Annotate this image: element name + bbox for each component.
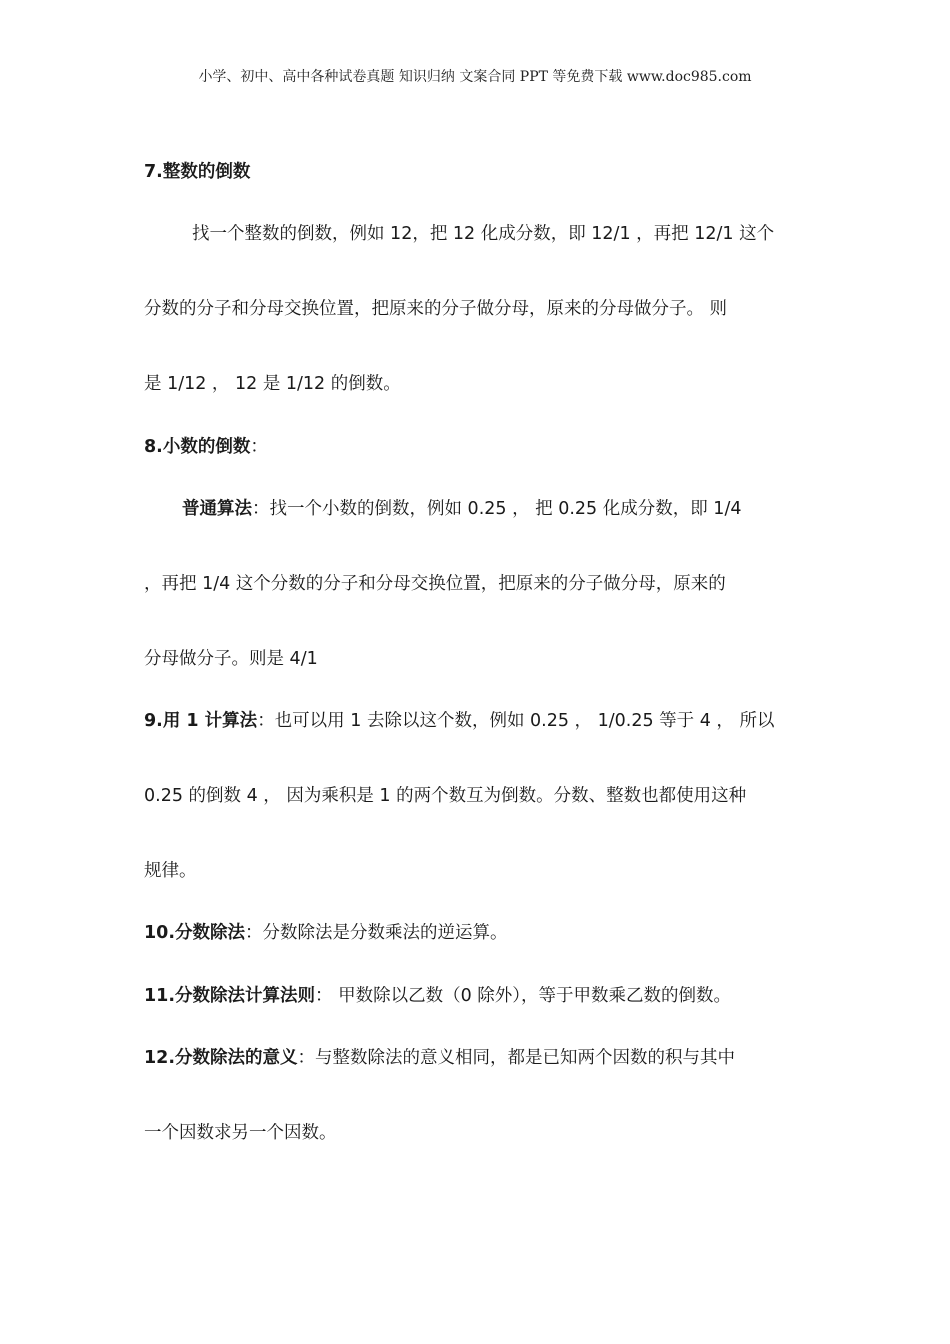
section-9-line-1-text: ：也可以用 1 去除以这个数，例如 0.25 ， 1/0.25 等于 4 ， 所以 <box>257 711 775 731</box>
section-11 <box>144 984 731 1008</box>
section-7-title: 7.整数的倒数 <box>144 162 251 182</box>
section-8-title-colon: ： <box>250 437 268 457</box>
section-10-text: ：分数除法是分数乘法的逆运算。 <box>245 923 508 943</box>
section-9-line-3: 规律。 <box>144 861 197 881</box>
section-7-line-2: 分数的分子和分母交换位置，把原来的分子做分母，原来的分母做分子。 则 <box>144 299 728 319</box>
section-9-line-1 <box>144 709 774 733</box>
page-header: 小学、初中、高中各种试卷真题 知识归纳 文案合同 PPT 等免费下载 www.doc985.com <box>198 69 752 85</box>
section-8-line-2: ，再把 1/4 这个分数的分子和分母交换位置，把原来的分子做分母，原来的 <box>144 574 726 594</box>
section-12-title: 12.分数除法的意义 <box>144 1048 298 1068</box>
section-8-title: 8.小数的倒数 <box>144 437 251 457</box>
section-9-title: 9.用 1 计算法 <box>144 711 258 731</box>
section-8-line-3: 分母做分子。则是 4/1 <box>144 649 318 669</box>
section-11-text: ： 甲数除以乙数（0 除外），等于甲数乘乙数的倒数。 <box>315 986 732 1006</box>
section-9-line-2: 0.25 的倒数 4 ， 因为乘积是 1 的两个数互为倒数。分数、整数也都使用这种 <box>144 786 747 806</box>
section-12-line-2: 一个因数求另一个因数。 <box>144 1123 337 1143</box>
section-7-line-3: 是 1/12 ， 12 是 1/12 的倒数。 <box>144 374 401 394</box>
section-8-line-1-text: 找一个小数的倒数，例如 0.25 ， 把 0.25 化成分数，即 1/4 <box>269 499 742 519</box>
section-10-title: 10.分数除法 <box>144 923 246 943</box>
section-8-method-label: 普通算法 <box>182 499 252 519</box>
section-8-line-1 <box>182 497 741 521</box>
section-11-title: 11.分数除法计算法则 <box>144 986 316 1006</box>
section-8-heading <box>144 435 268 459</box>
section-7-line-1: 找一个整数的倒数，例如 12，把 12 化成分数，即 12/1 ，再把 12/1 这个 <box>192 224 775 244</box>
section-12-line-1-text: ：与整数除法的意义相同，都是已知两个因数的积与其中 <box>297 1048 736 1068</box>
section-10 <box>144 921 508 945</box>
section-8-method-colon: ： <box>252 499 270 519</box>
section-12-line-1 <box>144 1046 735 1070</box>
